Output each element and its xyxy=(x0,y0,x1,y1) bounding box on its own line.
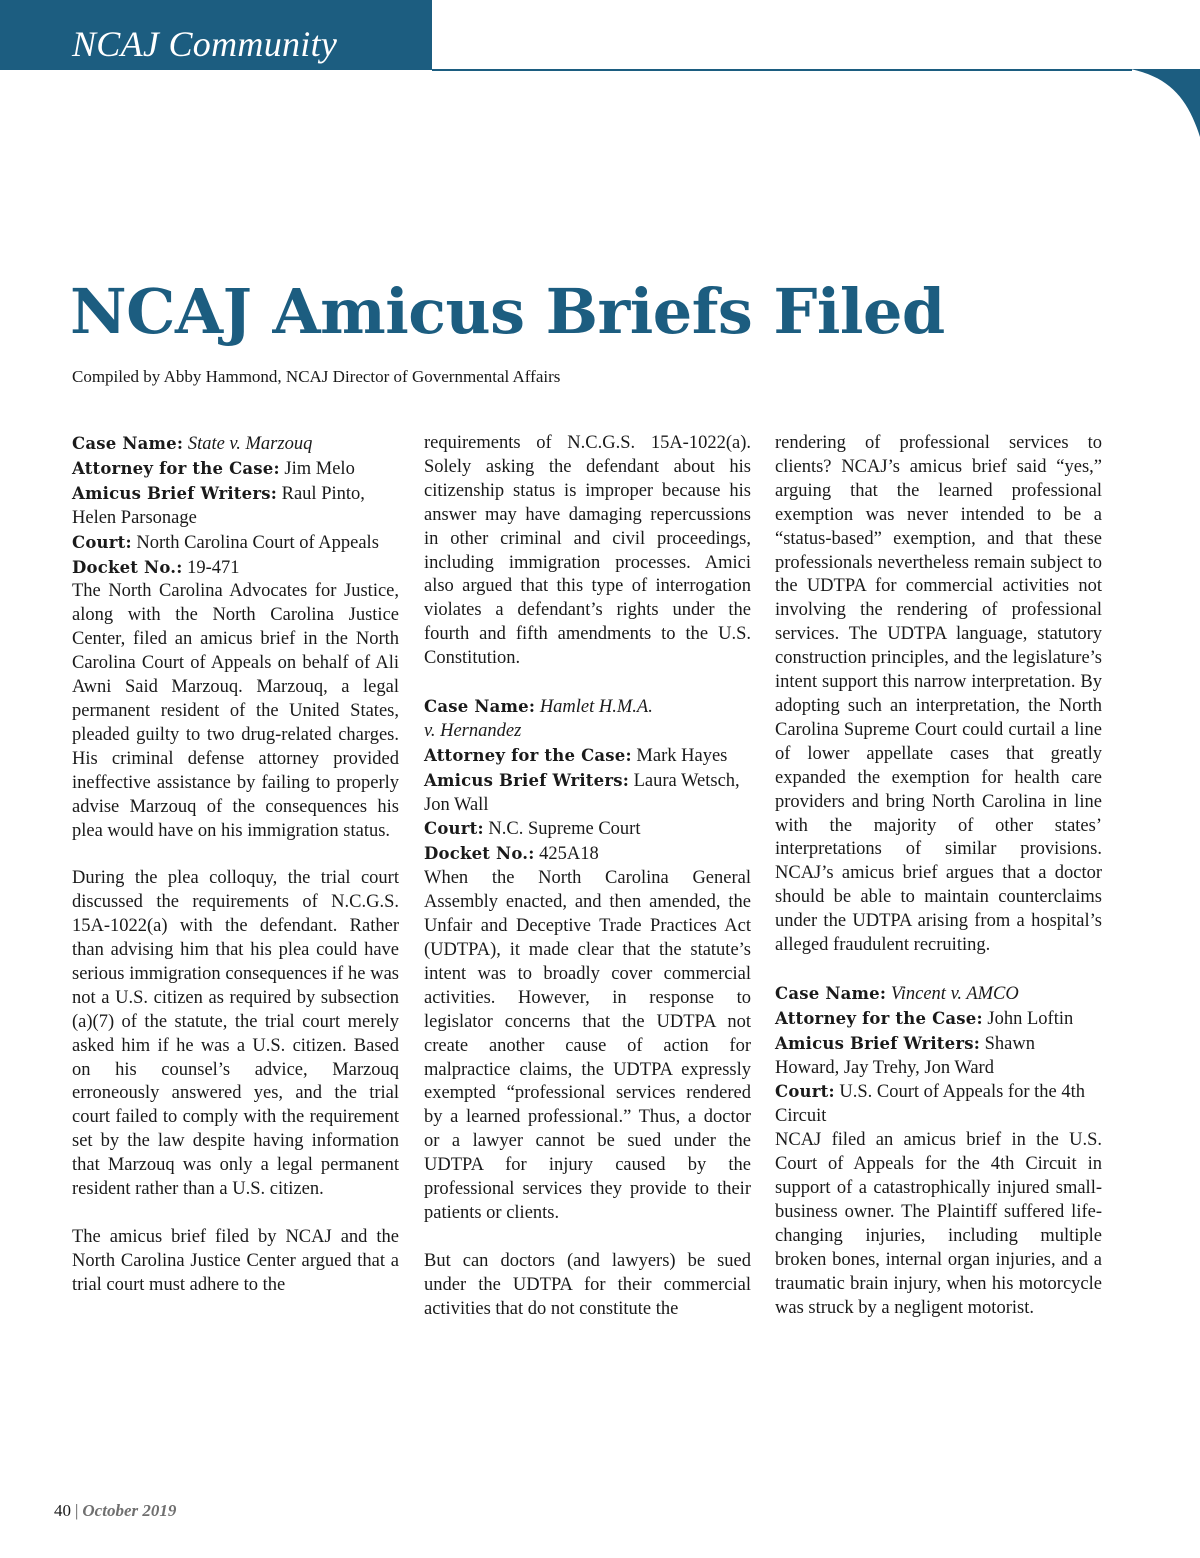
case-name-line: Case Name: Hamlet H.M.A. v. Hernandez xyxy=(424,696,653,741)
body-paragraph: But can doctors (and lawyers) be sued under the UDTPA for their commercial activities that do not constitute the xyxy=(424,1250,751,1319)
attorney-line: Attorney for the Case: John Loftin xyxy=(775,1008,1074,1029)
article-title: NCAJ Amicus Briefs Filed xyxy=(70,275,945,348)
footer-separator: | xyxy=(75,1501,79,1520)
case-name: State v. Marzouq xyxy=(187,434,313,454)
column-2 xyxy=(424,432,751,1322)
article-byline: Compiled by Abby Hammond, NCAJ Director of Governmental Affairs xyxy=(72,367,561,386)
court-line: Court: N.C. Supreme Court xyxy=(424,819,641,840)
attorney-name: Jim Melo xyxy=(284,458,355,479)
body-paragraph: The North Carolina Advocates for Justice, along with the North Carolina Justice Center, filed an amicus brief in the North Carolina Court of Appeals on behalf of Ali Awni Said Marzouq. Marzouq, a legal permanent resident of the United States, pleaded guilty to two drug-related charges. His criminal defense attorney provided ineffective assistance by failing to properly advise Marzouq of the consequences his plea would have on his immigration status. xyxy=(72,581,399,841)
column-3 xyxy=(775,432,1102,1321)
court-name: U.S. Court of Appeals for the 4th Circuit xyxy=(775,1082,1085,1127)
body-paragraph: During the plea colloquy, the trial court discussed the requirements of N.C.G.S. 15A-1022(a) with the defendant. Rather than advising him that his plea could have serious immigration consequences if he was not a U.S. citizen as required by subsection (a)(7) of the statute, the trial court merely asked him if he was a U.S. citizen. Based on his counsel’s advice, Marzouq erroneously answered yes, and the trial court failed to comply with the requirement set by the law despite having information that Marzouq was only a legal permanent resident rather than a U.S. citizen. xyxy=(72,868,399,1200)
docket-number: 19-471 xyxy=(187,557,240,578)
attorney-name: John Loftin xyxy=(987,1008,1074,1029)
court-name: N.C. Supreme Court xyxy=(488,819,641,840)
attorney-line: Attorney for the Case: Mark Hayes xyxy=(424,745,728,766)
corner-flourish xyxy=(1130,69,1200,137)
section-title: NCAJ Community xyxy=(72,24,338,64)
body-paragraph: requirements of N.C.G.S. 15A-1022(a). Solely asking the defendant about his citizenship status is improper because his answer may have damaging repercussions in other criminal and civil proceedings, including immigration processes. Amici also argued that this type of interrogation violates a defendant’s rights under the fourth and fifth amendments to the U.S. Constitution. xyxy=(424,433,751,669)
writers-line: Amicus Brief Writers: Shawn Howard, Jay Trehy, Jon Ward xyxy=(775,1033,1035,1078)
attorney-line: Attorney for the Case: Jim Melo xyxy=(72,458,355,479)
issue-date: October 2019 xyxy=(82,1501,177,1520)
writers-names: Laura Wetsch, Jon Wall xyxy=(424,770,740,815)
header-rule xyxy=(432,69,1132,71)
attorney-name: Mark Hayes xyxy=(636,745,728,766)
page-footer xyxy=(54,1500,176,1522)
writers-line: Amicus Brief Writers: Raul Pinto, Helen Parsonage xyxy=(72,483,365,528)
writers-line: Amicus Brief Writers: Laura Wetsch, Jon Wall xyxy=(424,770,740,815)
case-name-line: Case Name: Vincent v. AMCO xyxy=(775,983,1019,1004)
court-name: North Carolina Court of Appeals xyxy=(136,532,379,553)
writers-names: Raul Pinto, Helen Parsonage xyxy=(72,483,365,528)
body-paragraph: rendering of professional services to clients? NCAJ’s amicus brief said “yes,” arguing that the learned professional exemption was never intended to be a “status-based” exemption, and that these professionals nevertheless remain subject to the UDTPA for commercial activities not involving the rendering of professional services. The UDTPA language, statutory construction principles, and the legislature’s intent support this narrow interpretation. By adopting such an interpretation, the North Carolina Supreme Court could curtail a line of lower appellate cases that greatly expanded the exemption for health care providers and bring North Carolina in line with the majority of other states’ interpretations of similar provisions. NCAJ’s amicus brief argues that a doctor should be able to maintain counterclaims under the UDTPA arising from a hospital’s alleged fraudulent recruiting. xyxy=(775,433,1102,956)
docket-number: 425A18 xyxy=(539,844,599,865)
body-paragraph: NCAJ filed an amicus brief in the U.S. Court of Appeals for the 4th Circuit in support of a catastrophically injured small-business owner. The Plaintiff suffered life-changing injuries, including multiple broken bones, internal organ injuries, and a traumatic brain injury, when his motorcycle was struck by a negligent motorist. xyxy=(775,1130,1102,1318)
body-paragraph: When the North Carolina General Assembly enacted, and then amended, the Unfair and Deceptive Trade Practices Act (UDTPA), it made clear that the statute’s intent was to broadly cover commercial activities. However, in response to legislator concerns that the UDTPA not create another cause of action for malpractice claims, the UDTPA expressly exempted “professional services rendered by a learned professional.” Thus, a doctor or a lawyer cannot be sued under the UDTPA for injury caused by the professional services they provide to their patients or clients. xyxy=(424,868,751,1223)
docket-line: Docket No.: 19-471 xyxy=(72,557,240,578)
court-line: Court: U.S. Court of Appeals for the 4th Circuit xyxy=(775,1082,1085,1127)
case-name: Vincent v. AMCO xyxy=(890,983,1019,1004)
docket-line: Docket No.: 425A18 xyxy=(424,844,599,865)
court-line: Court: North Carolina Court of Appeals xyxy=(72,532,379,553)
case-name: Hamlet H.M.A. xyxy=(539,696,653,717)
writers-names: Shawn Howard, Jay Trehy, Jon Ward xyxy=(775,1033,1035,1078)
case-name-cont: v. Hernandez xyxy=(424,720,522,741)
column-1 xyxy=(72,432,399,1298)
section-header-tab xyxy=(0,0,432,70)
page-number: 40 xyxy=(54,1501,71,1520)
body-paragraph: The amicus brief filed by NCAJ and the North Carolina Justice Center argued that a trial court must adhere to the xyxy=(72,1226,399,1295)
case-name-line: Case Name: State v. Marzouq xyxy=(72,434,313,454)
